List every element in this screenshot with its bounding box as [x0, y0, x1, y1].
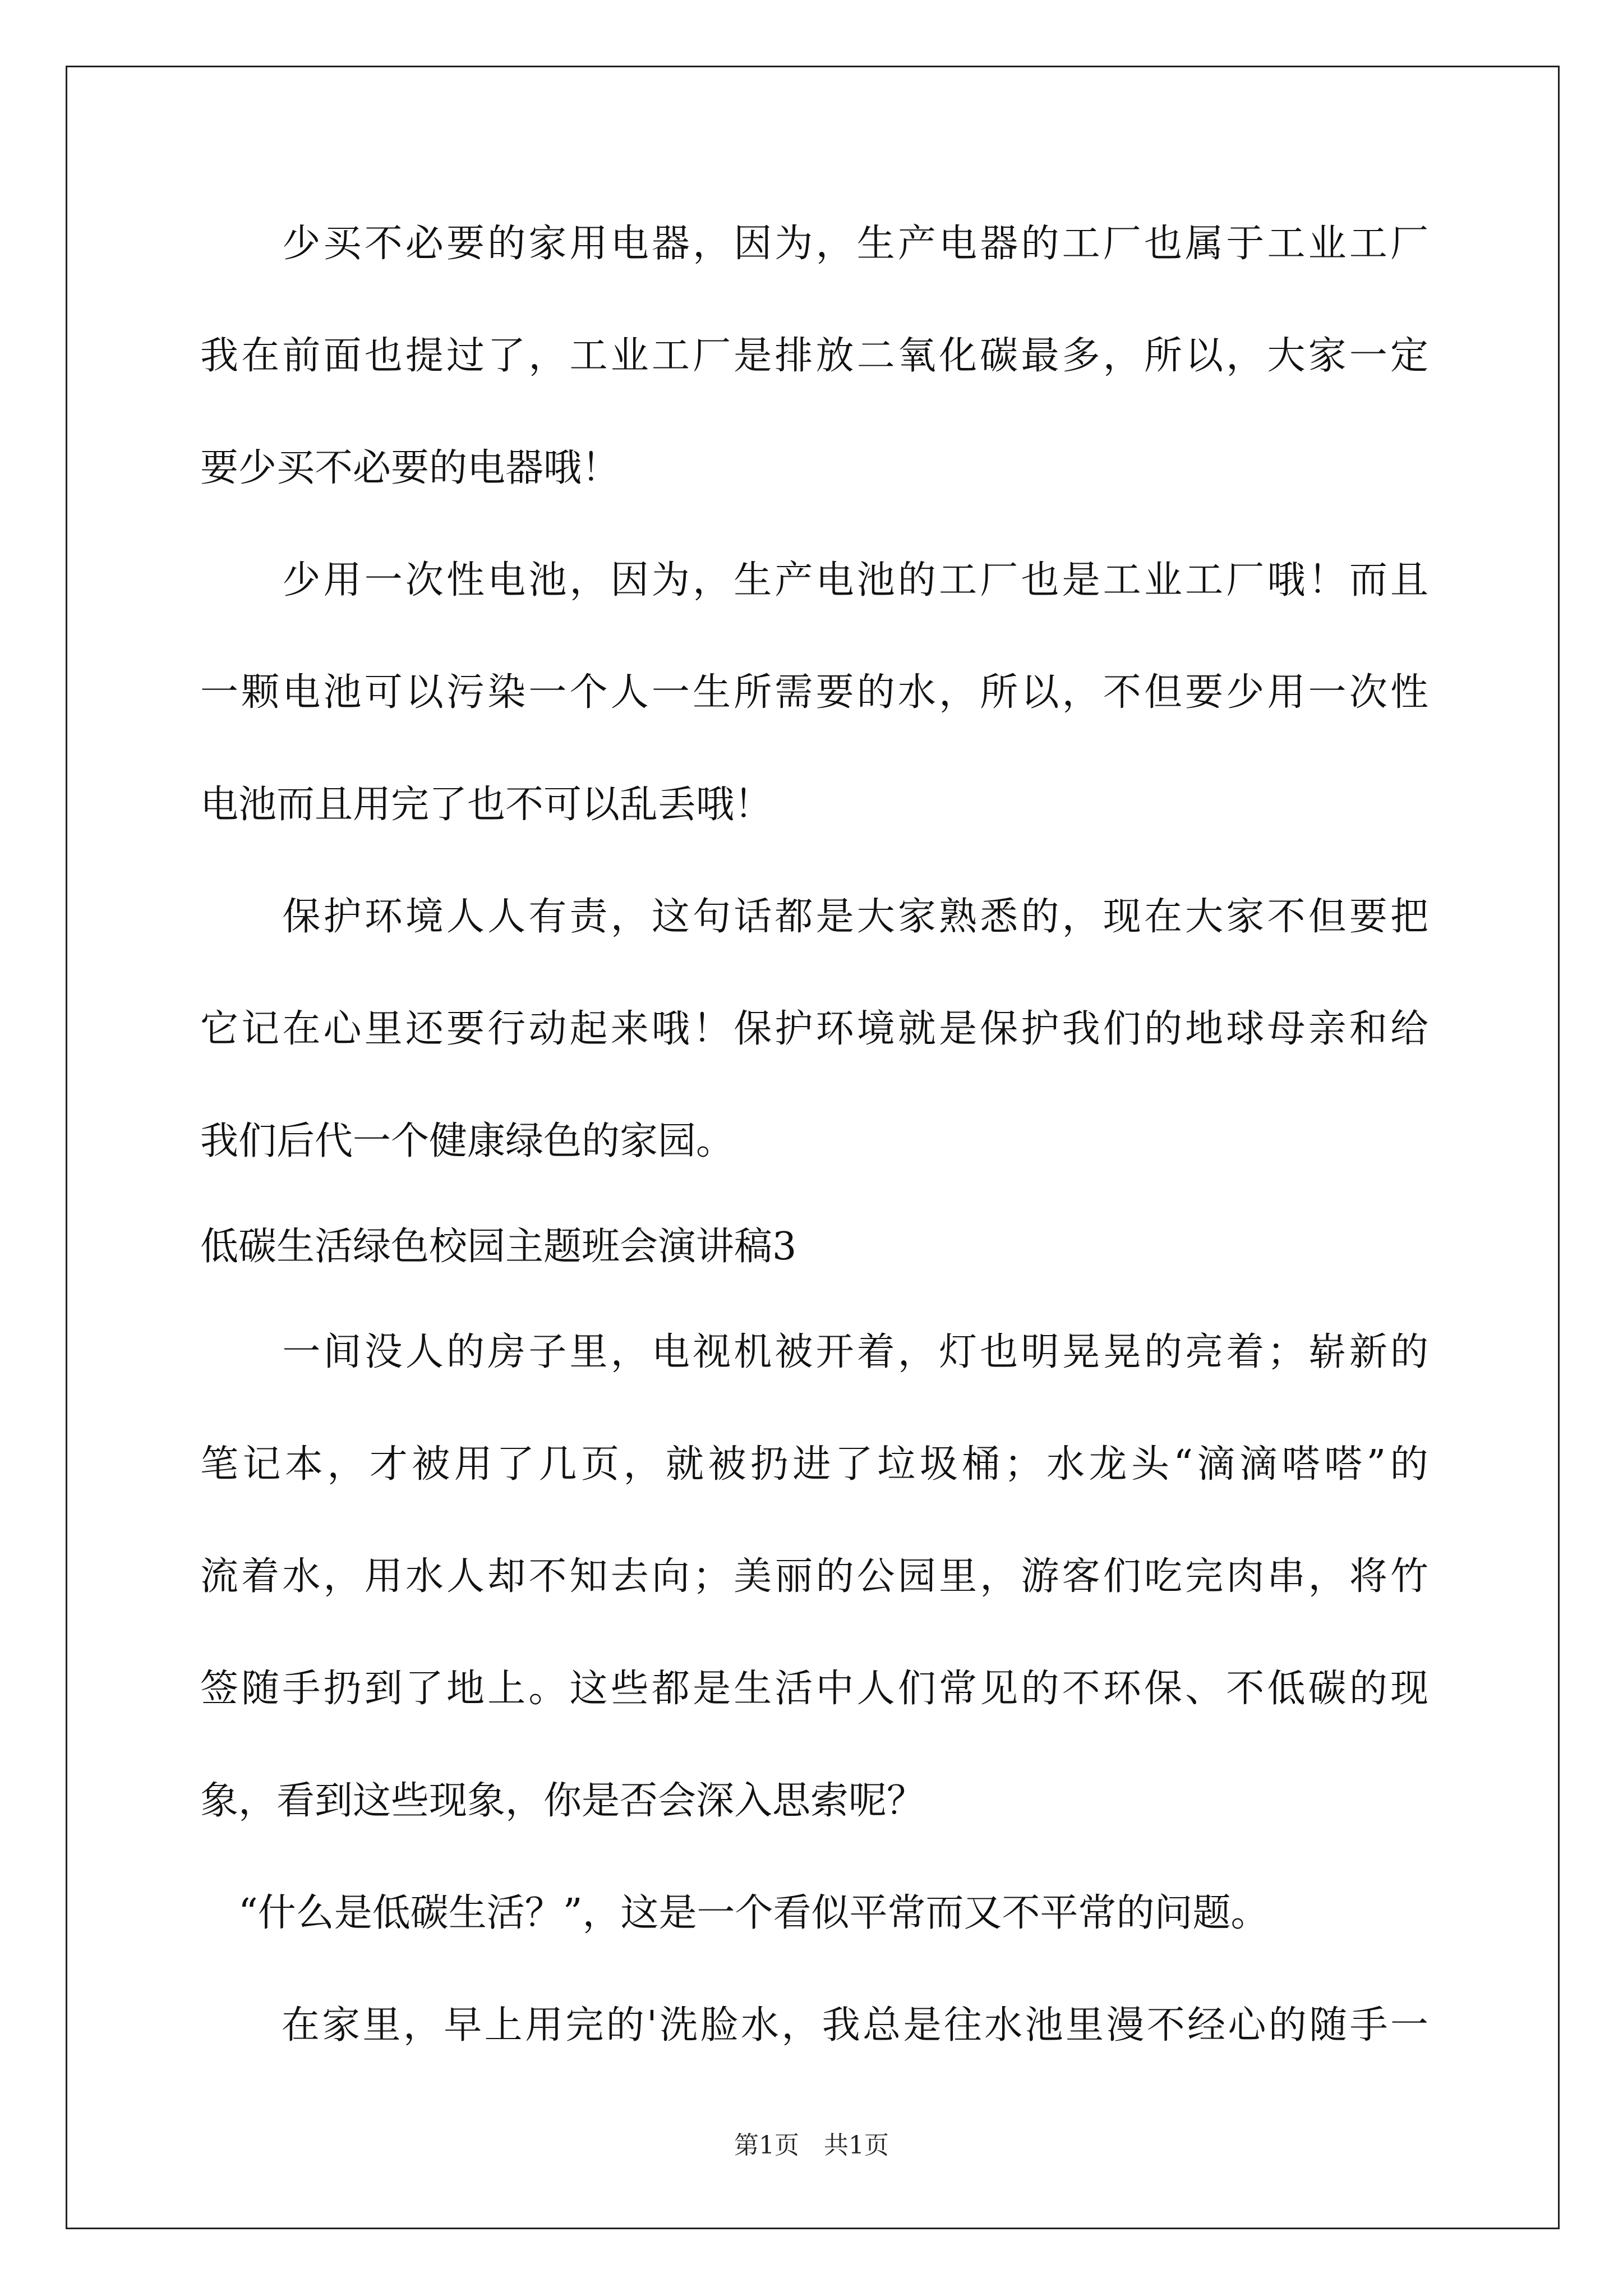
paragraph-line-14: 象，看到这些现象，你是否会深入思索呢？: [200, 1779, 925, 1823]
paragraph-line-11: 笔 记 本 ， 才 被 用 了 几 页 ， 就 被 扔 进 了 垃 圾 桶 ； 水 龙 头 “ 滴 滴 嗒 嗒 ” 的: [200, 1442, 1428, 1487]
page-number-footer: 第1页 共1页: [734, 2131, 889, 2160]
paragraph-line-5: 一 颗 电 池 可 以 污 染 一 个 人 一 生 所 需 要 的 水 ， 所 以 ， 不 但 要 少 用 一 次 性: [200, 670, 1428, 715]
paragraph-line-4: 少 用 一 次 性 电 池 ， 因 为 ， 生 产 电 池 的 工 厂 也 是 工 业 工 厂 哦 ！ 而 且: [282, 558, 1428, 602]
paragraph-line-16: 在 家 里 ， 早 上 用 完 的 ' 洗 脸 水 ， 我 总 是 往 水 池 里 漫 不 经 心 的 随 手 一: [281, 2003, 1428, 2047]
paragraph-line-1: 少 买 不 必 要 的 家 用 电 器 ， 因 为 ， 生 产 电 器 的 工 厂 也 属 于 工 业 工 厂: [282, 222, 1428, 266]
section-heading: 低碳生活绿色校园主题班会演讲稿3: [200, 1225, 797, 1269]
paragraph-line-3: 要少买不必要的电器哦！: [200, 446, 620, 490]
paragraph-line-15: “什么是低碳生活？”，这是一个看似平常而又不平常的问题。: [200, 1891, 1269, 1935]
paragraph-line-10: 一 间 没 人 的 房 子 里 ， 电 视 机 被 开 着 ， 灯 也 明 晃 晃 的 亮 着 ； 崭 新 的: [282, 1330, 1428, 1374]
paragraph-line-8: 它 记 在 心 里 还 要 行 动 起 来 哦 ！ 保 护 环 境 就 是 保 护 我 们 的 地 球 母 亲 和 给: [200, 1007, 1428, 1051]
paragraph-line-2: 我 在 前 面 也 提 过 了 ， 工 业 工 厂 是 排 放 二 氧 化 碳 最 多 ， 所 以 ， 大 家 一 定: [200, 334, 1428, 378]
paragraph-line-9: 我们后代一个健康绿色的家园。: [200, 1119, 735, 1163]
paragraph-line-13: 签 随 手 扔 到 了 地 上 。 这 些 都 是 生 活 中 人 们 常 见 的 不 环 保 、 不 低 碳 的 现: [200, 1667, 1428, 1711]
paragraph-line-6: 电池而且用完了也不可以乱丢哦！: [200, 783, 773, 827]
paragraph-line-7: 保 护 环 境 人 人 有 责 ， 这 句 话 都 是 大 家 熟 悉 的 ， 现 在 大 家 不 但 要 把: [282, 895, 1428, 939]
paragraph-line-12: 流 着 水 ， 用 水 人 却 不 知 去 向 ； 美 丽 的 公 园 里 ， 游 客 们 吃 完 肉 串 ， 将 竹: [200, 1554, 1428, 1599]
